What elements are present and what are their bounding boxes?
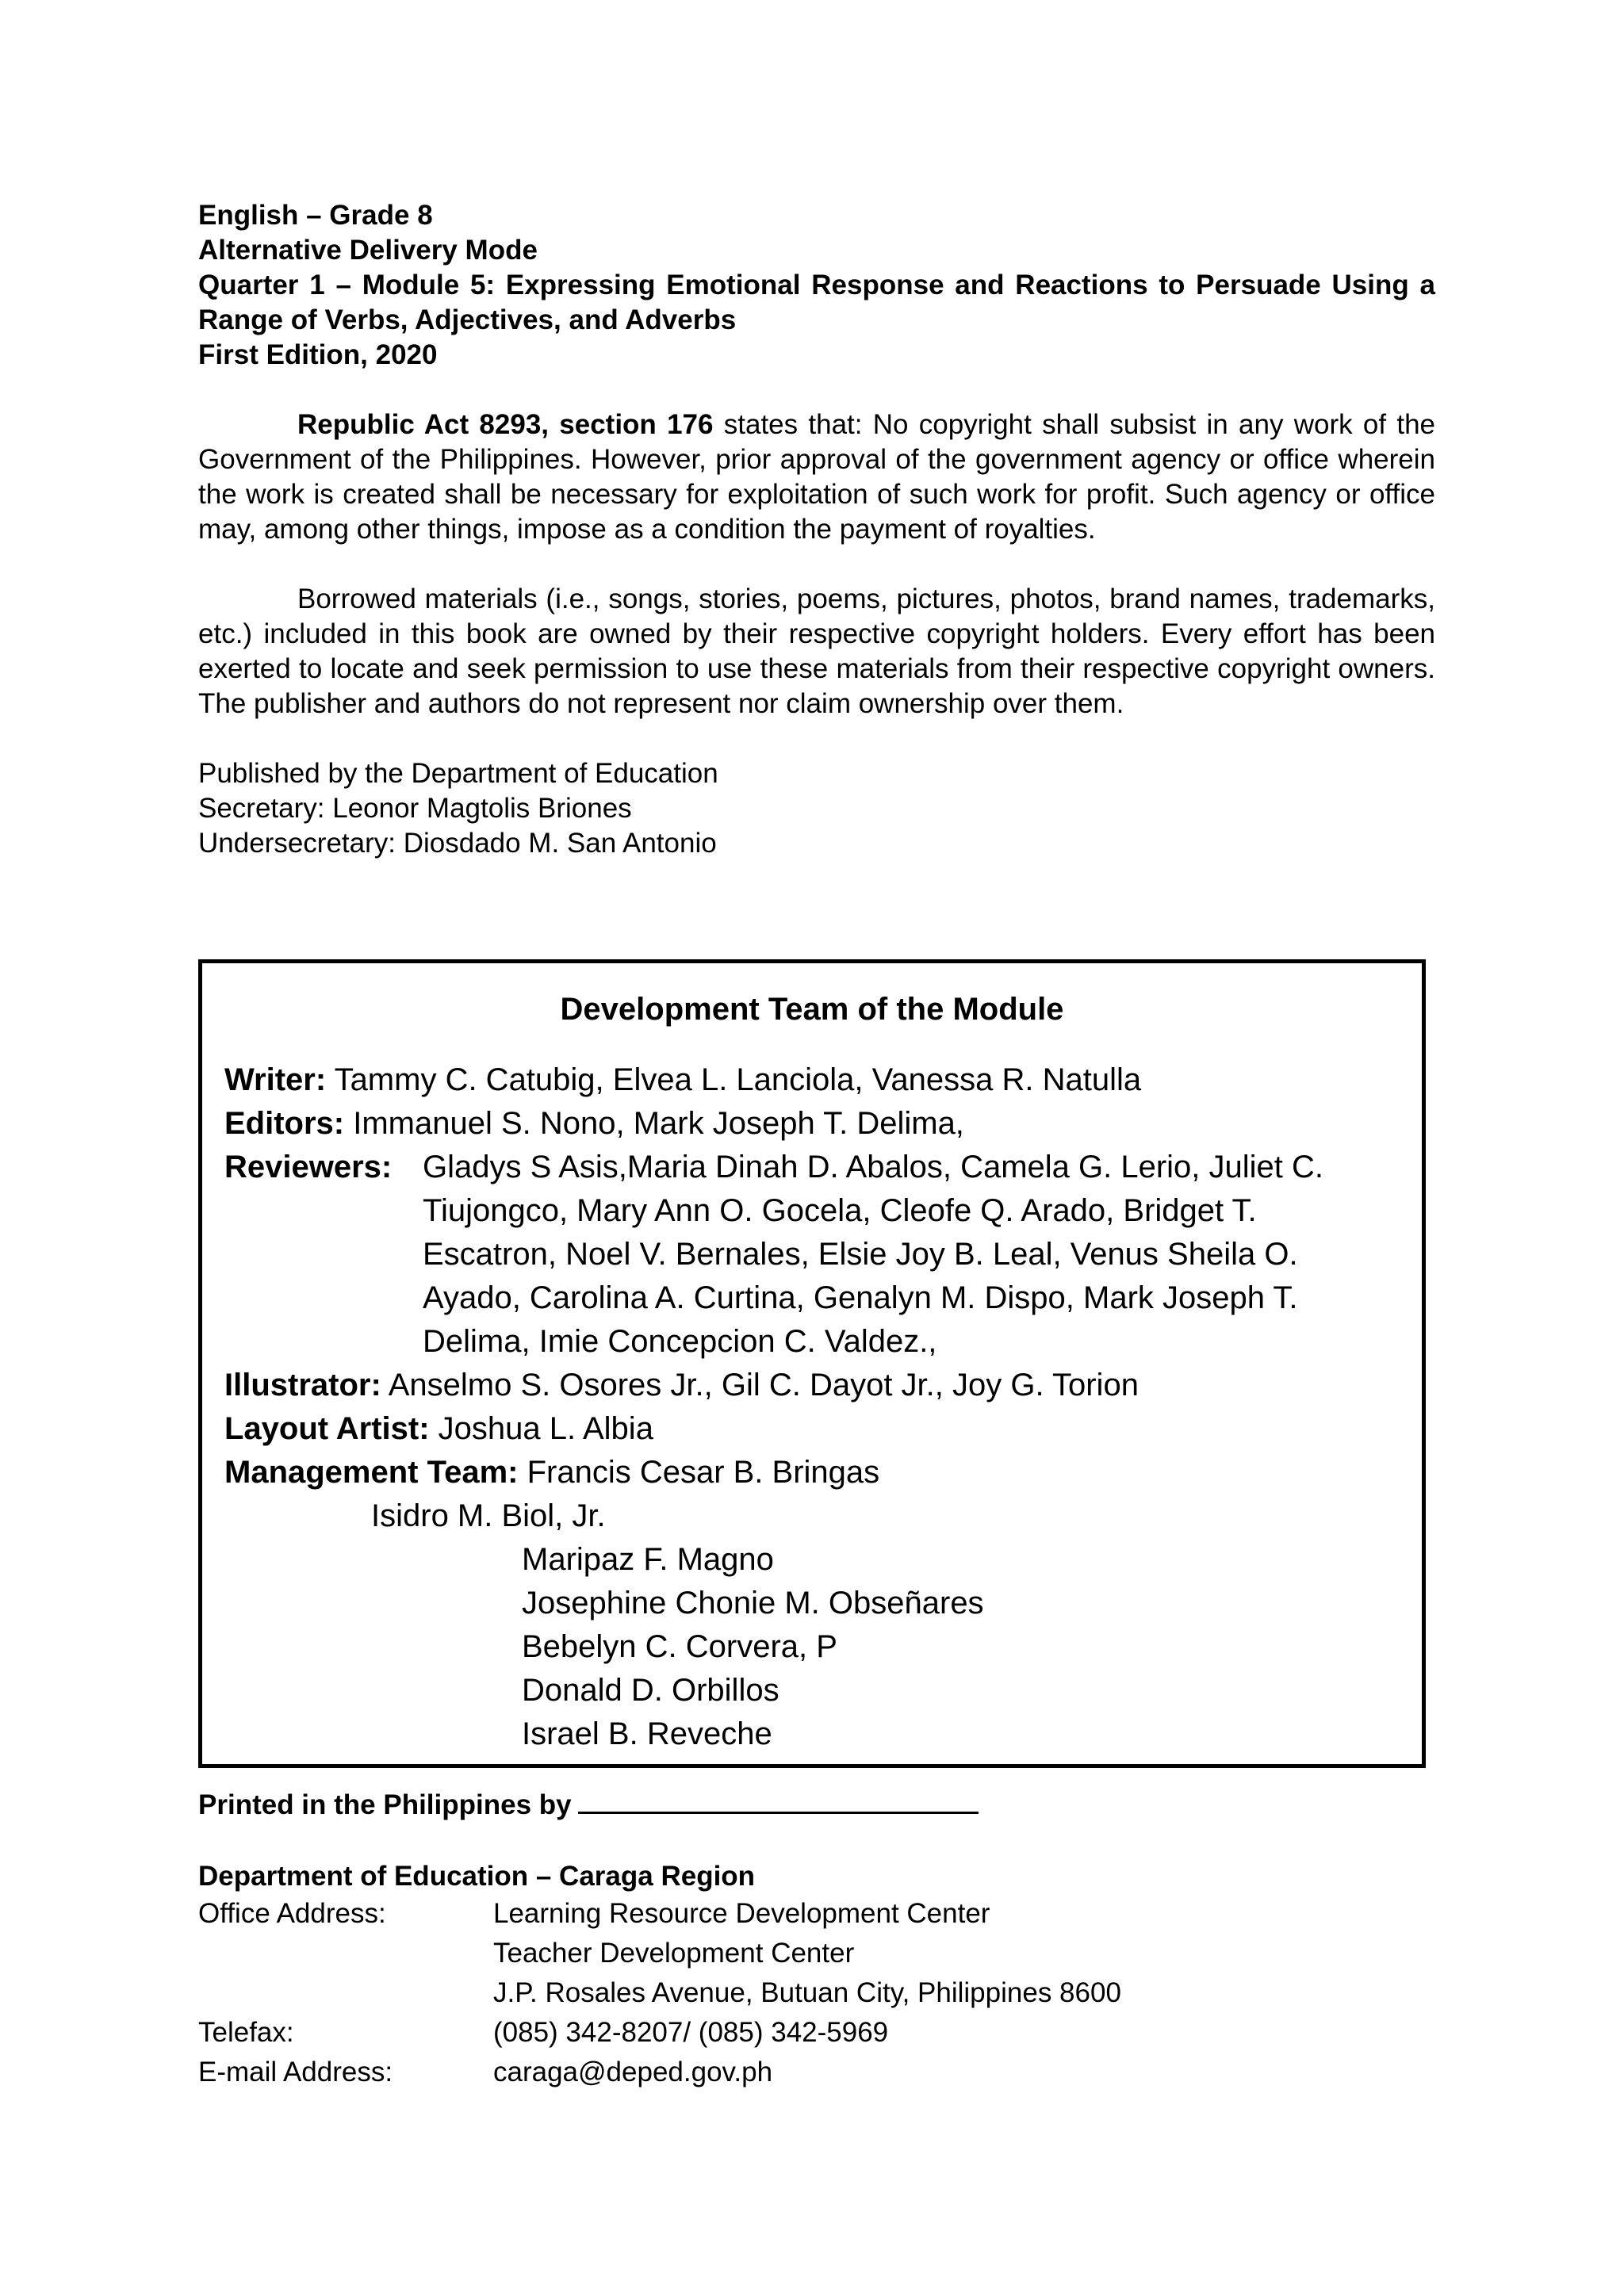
subject-grade: English – Grade 8 (198, 200, 433, 231)
published-by: Published by the Department of Education (198, 758, 718, 789)
team-title: Development Team of the Module (560, 992, 1064, 1027)
office-address-row (198, 1894, 1435, 2013)
writer-names: Tammy C. Catubig, Elvea L. Lanciola, Vanessa R. Natulla (326, 1062, 1142, 1097)
secretary: Secretary: Leonor Magtolis Briones (198, 793, 632, 824)
office-address-line: J.P. Rosales Avenue, Butuan City, Philippines 8600 (493, 1977, 1121, 2008)
edition: First Edition, 2020 (198, 339, 438, 370)
editors-names: Immanuel S. Nono, Mark Joseph T. Delima, (344, 1106, 964, 1141)
reviewers-line: Gladys S Asis,Maria Dinah D. Abalos, Camela G. Lerio, Juliet C. (423, 1150, 1324, 1184)
telefax-label: Telefax: (198, 2017, 294, 2048)
copyright-text: states that: No copyright shall subsist in any work of the Government of the Philippines. However, prior approval of the government agency or office wherein the work is created shall be necessary for exploitation of such work for profit. Such agency or office may, among other things, impose as a condition the payment of royalties. (198, 409, 1435, 545)
illustrator-row (224, 1364, 1406, 1407)
management-name: Bebelyn C. Corvera, P (522, 1629, 837, 1664)
reviewers-names (423, 1146, 1406, 1364)
layout-artist-row (224, 1407, 1406, 1451)
office-address-line: Teacher Development Center (493, 1938, 855, 1969)
reviewers-line: Escatron, Noel V. Bernales, Elsie Joy B. Leal, Venus Sheila O. (423, 1237, 1298, 1272)
email-row (198, 2053, 1435, 2092)
management-name: Maripaz F. Magno (522, 1542, 774, 1577)
undersecretary: Undersecretary: Diosdado M. San Antonio (198, 828, 717, 859)
management-name: Francis Cesar B. Bringas (518, 1455, 880, 1490)
telefax-row (198, 2013, 1435, 2053)
management-label: Management Team: (224, 1455, 519, 1490)
management-name: Josephine Chonie M. Obseñares (522, 1586, 984, 1621)
reviewers-row (224, 1146, 1406, 1364)
office-address-values (493, 1894, 1435, 2013)
management-row (224, 1451, 1406, 1494)
delivery-mode: Alternative Delivery Mode (198, 235, 538, 266)
writer-row (224, 1058, 1406, 1102)
printer-blank-line (578, 1788, 979, 1814)
region-title: Department of Education – Caraga Region (198, 1861, 756, 1892)
illustrator-label: Illustrator: (224, 1368, 381, 1402)
reviewers-line: Delima, Imie Concepcion C. Valdez., (423, 1324, 937, 1359)
office-address-line: Learning Resource Development Center (493, 1898, 990, 1929)
management-name: Israel B. Reveche (522, 1716, 772, 1751)
reviewers-line: Ayado, Carolina A. Curtina, Genalyn M. Dispo, Mark Joseph T. (423, 1280, 1298, 1315)
writer-label: Writer: (224, 1062, 327, 1097)
copyright-paragraph (198, 408, 1435, 547)
printed-label: Printed in the Philippines by (198, 1789, 572, 1820)
borrowed-materials-paragraph: Borrowed materials (i.e., songs, stories, poems, pictures, photos, brand names, trademarks, etc.) included in this book are owned by their respective copyright holders. Every effort has been exerted to locate and seek permission to use these materials from their respective copyright owners. The publisher and authors do not represent nor claim ownership over them. (198, 584, 1435, 719)
layout-artist-label: Layout Artist: (224, 1411, 430, 1446)
region-contact-block (198, 1859, 1435, 2092)
module-title: Quarter 1 – Module 5: Expressing Emotional Response and Reactions to Persuade Using a Range of Verbs, Adjectives, and Adverbs (198, 270, 1435, 335)
telefax-value: (085) 342-8207/ (085) 342-5969 (493, 2017, 889, 2048)
reviewers-label: Reviewers: (224, 1150, 393, 1184)
editors-row (224, 1102, 1406, 1146)
layout-artist-name: Joshua L. Albia (429, 1411, 653, 1446)
email-value: caraga@deped.gov.ph (493, 2057, 773, 2087)
republic-act-reference: Republic Act 8293, section 176 (297, 409, 714, 440)
module-header (198, 198, 1435, 373)
copyright-page (198, 198, 1435, 861)
development-team-box (198, 959, 1426, 1768)
management-name: Donald D. Orbillos (522, 1673, 779, 1708)
reviewers-line: Tiujongco, Mary Ann O. Gocela, Cleofe Q. Arado, Bridget T. (423, 1193, 1257, 1228)
team-list (224, 1058, 1406, 1756)
management-name: Isidro M. Biol, Jr. (371, 1498, 606, 1533)
printed-by-line (198, 1788, 979, 1823)
email-label: E-mail Address: (198, 2057, 393, 2087)
office-address-label: Office Address: (198, 1898, 386, 1929)
editors-label: Editors: (224, 1106, 345, 1141)
publisher-info (198, 756, 1435, 861)
illustrator-names: Anselmo S. Osores Jr., Gil C. Dayot Jr., Joy G. Torion (381, 1368, 1139, 1402)
